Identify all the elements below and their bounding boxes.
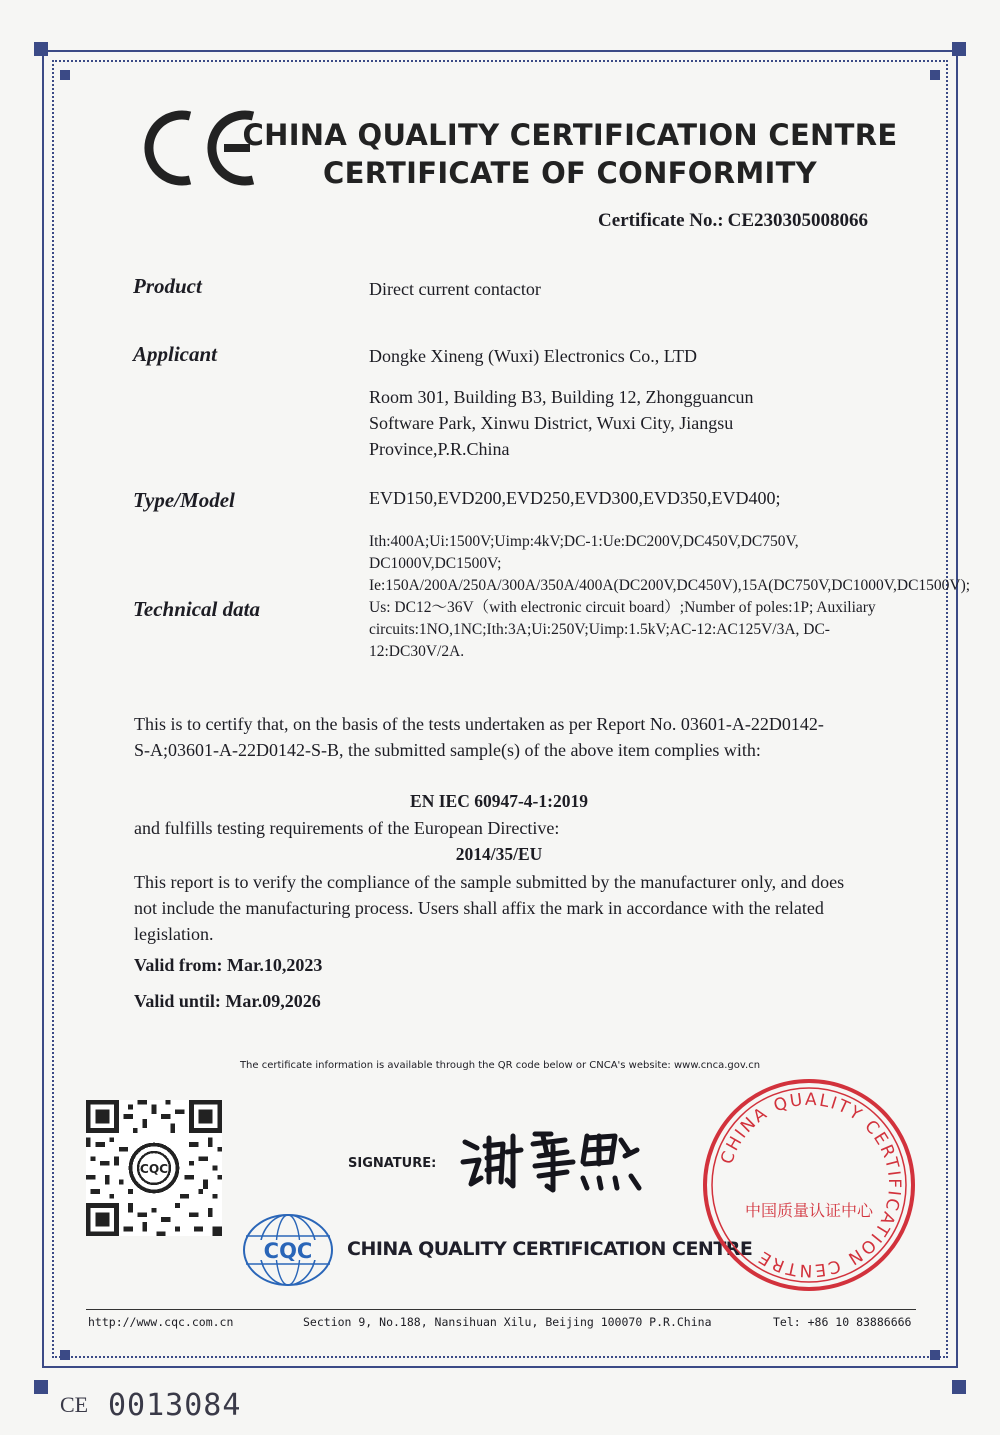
- signature-label: SIGNATURE:: [348, 1156, 437, 1171]
- product-label: Product: [133, 274, 202, 298]
- corner-square-icon: [60, 70, 70, 80]
- certification-seal-icon: [700, 1076, 918, 1294]
- technical-data-value: Ith:400A;Ui:1500V;Uimp:4kV;DC-1:Ue:DC200V,DC450V,DC750V, DC1000V,DC1500V; Ie:150A/200A/250A/300A/350A/400A(DC200V,DC450V),15A(DC750V,DC1000V,DC1500V); Us: DC12～36V（with electronic circuit board）;Number of poles:1P; Auxiliary circuits:1NO,1NC;Ith:3A;Ui:250V;Uimp:1.5kV;AC-12:AC125V/3A, DC-12:DC30V/2A.: [369, 533, 971, 660]
- qr-code-icon[interactable]: [86, 1100, 222, 1236]
- certificate-number-label: Certificate No.:: [598, 210, 724, 231]
- type-model-value: EVD150,EVD200,EVD250,EVD300,EVD350,EVD400;: [369, 488, 781, 508]
- certify-statement: This is to certify that, on the basis of the tests undertaken as per Report No. 03601-A-22D0142-S-A;03601-A-22D0142-S-B, the submitted sample(s) of the above item complies with:: [134, 714, 824, 760]
- qr-logo-text: CQC: [139, 1162, 169, 1177]
- valid-until-label: Valid until:: [134, 991, 221, 1011]
- directive-reference: 2014/35/EU: [455, 844, 543, 864]
- applicant-address: Room 301, Building B3, Building 12, Zhongguancun Software Park, Xinwu District, Wuxi City, Jiangsu Province,P.R.China: [369, 387, 754, 459]
- corner-square-icon: [930, 70, 940, 80]
- corner-square-icon: [34, 42, 48, 56]
- valid-from: [134, 955, 322, 976]
- cqc-logo-icon: [240, 1212, 336, 1288]
- signature-image: [455, 1122, 655, 1202]
- cqc-logo-text: CQC: [263, 1239, 313, 1263]
- technical-data-label: Technical data: [133, 597, 260, 621]
- document-title: CERTIFICATE OF CONFORMITY: [323, 156, 817, 190]
- standard-reference: EN IEC 60947-4-1:2019: [410, 791, 588, 811]
- corner-square-icon: [952, 1380, 966, 1394]
- corner-square-icon: [60, 1350, 70, 1360]
- corner-square-icon: [930, 1350, 940, 1360]
- type-model-label: Type/Model: [133, 488, 235, 512]
- applicant-label: Applicant: [133, 342, 218, 366]
- certificate-number: [594, 210, 868, 232]
- applicant-name: Dongke Xineng (Wuxi) Electronics Co., LTD: [369, 346, 698, 366]
- valid-from-date: Mar.10,2023: [227, 955, 323, 975]
- footer-address: Section 9, No.188, Nansihuan Xilu, Beijing 100070 P.R.China: [303, 1315, 712, 1329]
- serial-number: 0013084: [108, 1388, 242, 1423]
- info-line: The certificate information is available through the QR code below or CNCA's website: www.cnca.gov.cn: [239, 1060, 761, 1071]
- corner-square-icon: [952, 42, 966, 56]
- product-value: Direct current contactor: [369, 279, 541, 299]
- valid-until-date: Mar.09,2026: [225, 991, 321, 1011]
- seal-english-text: CHINA QUALITY CERTIFICATION CENTRE: [717, 1089, 905, 1281]
- corner-square-icon: [34, 1380, 48, 1394]
- directive-intro: and fulfills testing requirements of the European Directive:: [134, 818, 560, 838]
- certificate-number-value: CE230305008066: [727, 210, 868, 231]
- seal-chinese-text: 中国质量认证中心: [744, 1201, 874, 1220]
- footer-website[interactable]: http://www.cqc.com.cn: [88, 1315, 234, 1329]
- valid-from-label: Valid from:: [134, 955, 223, 975]
- organization-title: CHINA QUALITY CERTIFICATION CENTRE: [242, 118, 898, 152]
- verification-statement: This report is to verify the compliance of the sample submitted by the manufacturer only, and does not include the manufacturing process. Users shall affix the mark in accordance with the related legislation.: [134, 872, 845, 944]
- footer-divider: [86, 1309, 916, 1310]
- valid-until: [134, 991, 321, 1012]
- issuer-name: CHINA QUALITY CERTIFICATION CENTRE: [347, 1238, 753, 1260]
- serial-prefix: CE: [60, 1392, 89, 1417]
- footer-telephone: Tel: +86 10 83886666: [773, 1315, 912, 1329]
